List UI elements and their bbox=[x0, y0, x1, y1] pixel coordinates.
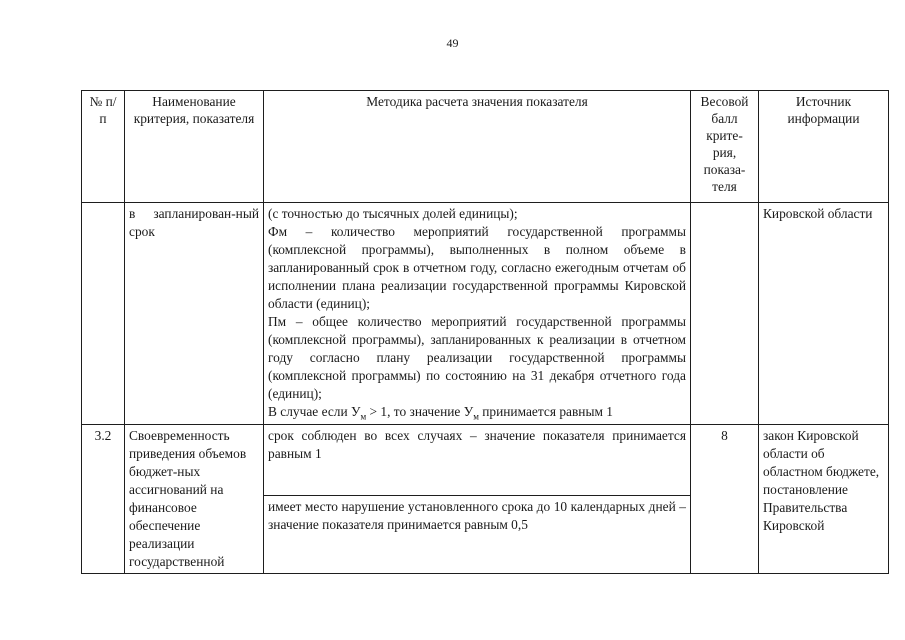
row-weight-cell: 8 bbox=[691, 425, 759, 574]
subscript: м bbox=[473, 411, 479, 422]
row-name-cell: Своевременность приведения объемов бюджет-ных ассигнований на финансовое обеспечение реализации государственной bbox=[125, 425, 264, 574]
header-num: № п/п bbox=[82, 91, 125, 203]
row-method-cell: срок соблюден во всех случаях – значение показателя принимается равным 1 bbox=[264, 425, 691, 496]
header-method: Методика расчета значения показателя bbox=[264, 91, 691, 203]
row-source-cell: Кировской области bbox=[759, 203, 889, 425]
row-num-cell: 3.2 bbox=[82, 425, 125, 574]
row-num-cell bbox=[82, 203, 125, 425]
page-number: 49 bbox=[446, 36, 459, 50]
method-line-condition bbox=[268, 403, 686, 421]
condition-text: В случае если У bbox=[268, 404, 361, 419]
method-line: Фм – количество мероприятий государственной программы (комплексной программы), выполненных в полном объеме в запланированный срок в отчетном году, согласно ежегодным отчетам об исполнении плана реализации государственной программы Кировской области (единиц); bbox=[268, 224, 686, 311]
header-name: Наименование критерия, показателя bbox=[125, 91, 264, 203]
table-row bbox=[82, 203, 889, 425]
row-source-cell: закон Кировской области об областном бюджете, постановление Правительства Кировской bbox=[759, 425, 889, 574]
row-weight-cell bbox=[691, 203, 759, 425]
subscript: м bbox=[360, 411, 367, 422]
table-row bbox=[82, 425, 889, 496]
condition-text: принимается равным 1 bbox=[478, 404, 613, 419]
header-weight: Весовой балл крите-рия, показа-теля bbox=[691, 91, 759, 203]
table-header-row bbox=[82, 91, 889, 203]
row-method-cell: имеет место нарушение установленного срока до 10 календарных дней – значение показателя принимается равным 0,5 bbox=[264, 495, 691, 573]
criteria-table bbox=[81, 90, 889, 574]
condition-text: > 1, то значение У bbox=[366, 404, 474, 419]
header-source: Источник информации bbox=[759, 91, 889, 203]
method-line: (с точностью до тысячных долей единицы); bbox=[268, 206, 518, 221]
method-line: Пм – общее количество мероприятий государственной программы (комплексной программы), запланированных к реализации в отчетном году согласно плану реализации государственной программы (комплексной программы) по состоянию на 31 декабря отчетного года (единиц); bbox=[268, 314, 686, 401]
row-method-cell bbox=[264, 203, 691, 425]
row-name-cell: в запланирован-ный срок bbox=[125, 203, 264, 425]
